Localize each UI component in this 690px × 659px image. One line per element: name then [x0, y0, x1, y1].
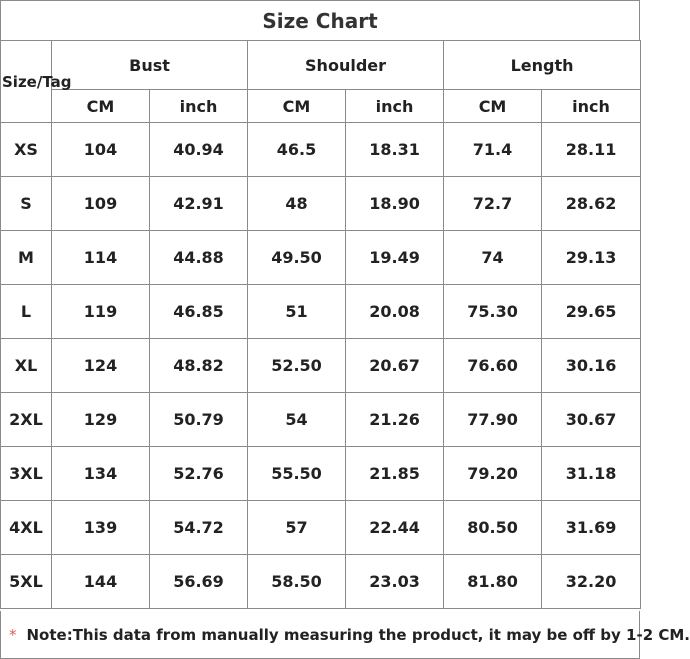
size-label-cell: XS: [1, 123, 52, 177]
chart-title: Size Chart: [0, 0, 640, 41]
measurement-cell: 114: [52, 231, 150, 285]
length-group-header: Length: [444, 41, 641, 90]
measurement-cell: 52.76: [150, 447, 248, 501]
measurement-cell: 28.62: [542, 177, 641, 231]
size-label-cell: S: [1, 177, 52, 231]
table-row: [1, 177, 641, 231]
measurement-cell: 56.69: [150, 555, 248, 609]
table-row: [1, 285, 641, 339]
measurement-cell: 76.60: [444, 339, 542, 393]
size-rows: [1, 123, 641, 609]
measurement-cell: 124: [52, 339, 150, 393]
measurement-cell: 55.50: [248, 447, 346, 501]
length-cm-header: CM: [444, 90, 542, 123]
measurement-cell: 139: [52, 501, 150, 555]
size-label-cell: 5XL: [1, 555, 52, 609]
shoulder-group-header: Shoulder: [248, 41, 444, 90]
measurement-cell: 74: [444, 231, 542, 285]
measurement-cell: 75.30: [444, 285, 542, 339]
measurement-cell: 52.50: [248, 339, 346, 393]
measurement-cell: 44.88: [150, 231, 248, 285]
measurement-cell: 30.67: [542, 393, 641, 447]
bust-inch-header: inch: [150, 90, 248, 123]
measurement-cell: 80.50: [444, 501, 542, 555]
measurement-cell: 144: [52, 555, 150, 609]
note-asterisk: *: [9, 625, 17, 644]
measurement-cell: 22.44: [346, 501, 444, 555]
measurement-cell: 104: [52, 123, 150, 177]
measurement-cell: 46.5: [248, 123, 346, 177]
measurement-cell: 29.65: [542, 285, 641, 339]
size-table: [0, 40, 641, 609]
measurement-cell: 77.90: [444, 393, 542, 447]
table-row: [1, 555, 641, 609]
size-label-cell: M: [1, 231, 52, 285]
measurement-cell: 72.7: [444, 177, 542, 231]
measurement-cell: 57: [248, 501, 346, 555]
measurement-cell: 49.50: [248, 231, 346, 285]
size-column-header: Size/Tag: [1, 41, 52, 123]
unit-header-row: [1, 90, 641, 123]
measurement-cell: 71.4: [444, 123, 542, 177]
measurement-cell: 18.31: [346, 123, 444, 177]
note-text: Note:This data from manually measuring the product, it may be off by 1-2 CM.: [26, 625, 690, 644]
measurement-cell: 46.85: [150, 285, 248, 339]
measurement-cell: 79.20: [444, 447, 542, 501]
bust-cm-header: CM: [52, 90, 150, 123]
measurement-cell: 119: [52, 285, 150, 339]
measurement-cell: 31.18: [542, 447, 641, 501]
measurement-cell: 20.67: [346, 339, 444, 393]
bust-group-header: Bust: [52, 41, 248, 90]
measurement-cell: 19.49: [346, 231, 444, 285]
measurement-cell: 30.16: [542, 339, 641, 393]
measurement-cell: 129: [52, 393, 150, 447]
measurement-cell: 21.85: [346, 447, 444, 501]
measurement-cell: 48: [248, 177, 346, 231]
measurement-cell: 54.72: [150, 501, 248, 555]
measurement-cell: 20.08: [346, 285, 444, 339]
measurement-cell: 29.13: [542, 231, 641, 285]
length-inch-header: inch: [542, 90, 641, 123]
size-label-cell: XL: [1, 339, 52, 393]
measurement-cell: 134: [52, 447, 150, 501]
measurement-cell: 54: [248, 393, 346, 447]
measurement-cell: 31.69: [542, 501, 641, 555]
measurement-cell: 48.82: [150, 339, 248, 393]
group-header-row: [1, 41, 641, 90]
size-label-cell: L: [1, 285, 52, 339]
measurement-cell: 109: [52, 177, 150, 231]
measurement-note: [0, 611, 690, 659]
measurement-cell: 32.20: [542, 555, 641, 609]
shoulder-cm-header: CM: [248, 90, 346, 123]
measurement-cell: 40.94: [150, 123, 248, 177]
measurement-cell: 18.90: [346, 177, 444, 231]
size-label-cell: 4XL: [1, 501, 52, 555]
measurement-cell: 58.50: [248, 555, 346, 609]
size-label-cell: 3XL: [1, 447, 52, 501]
table-row: [1, 447, 641, 501]
table-row: [1, 231, 641, 285]
measurement-cell: 23.03: [346, 555, 444, 609]
measurement-cell: 28.11: [542, 123, 641, 177]
measurement-cell: 81.80: [444, 555, 542, 609]
table-row: [1, 393, 641, 447]
table-row: [1, 339, 641, 393]
table-row: [1, 501, 641, 555]
measurement-cell: 21.26: [346, 393, 444, 447]
table-row: [1, 123, 641, 177]
measurement-cell: 42.91: [150, 177, 248, 231]
measurement-cell: 50.79: [150, 393, 248, 447]
measurement-cell: 51: [248, 285, 346, 339]
shoulder-inch-header: inch: [346, 90, 444, 123]
size-label-cell: 2XL: [1, 393, 52, 447]
